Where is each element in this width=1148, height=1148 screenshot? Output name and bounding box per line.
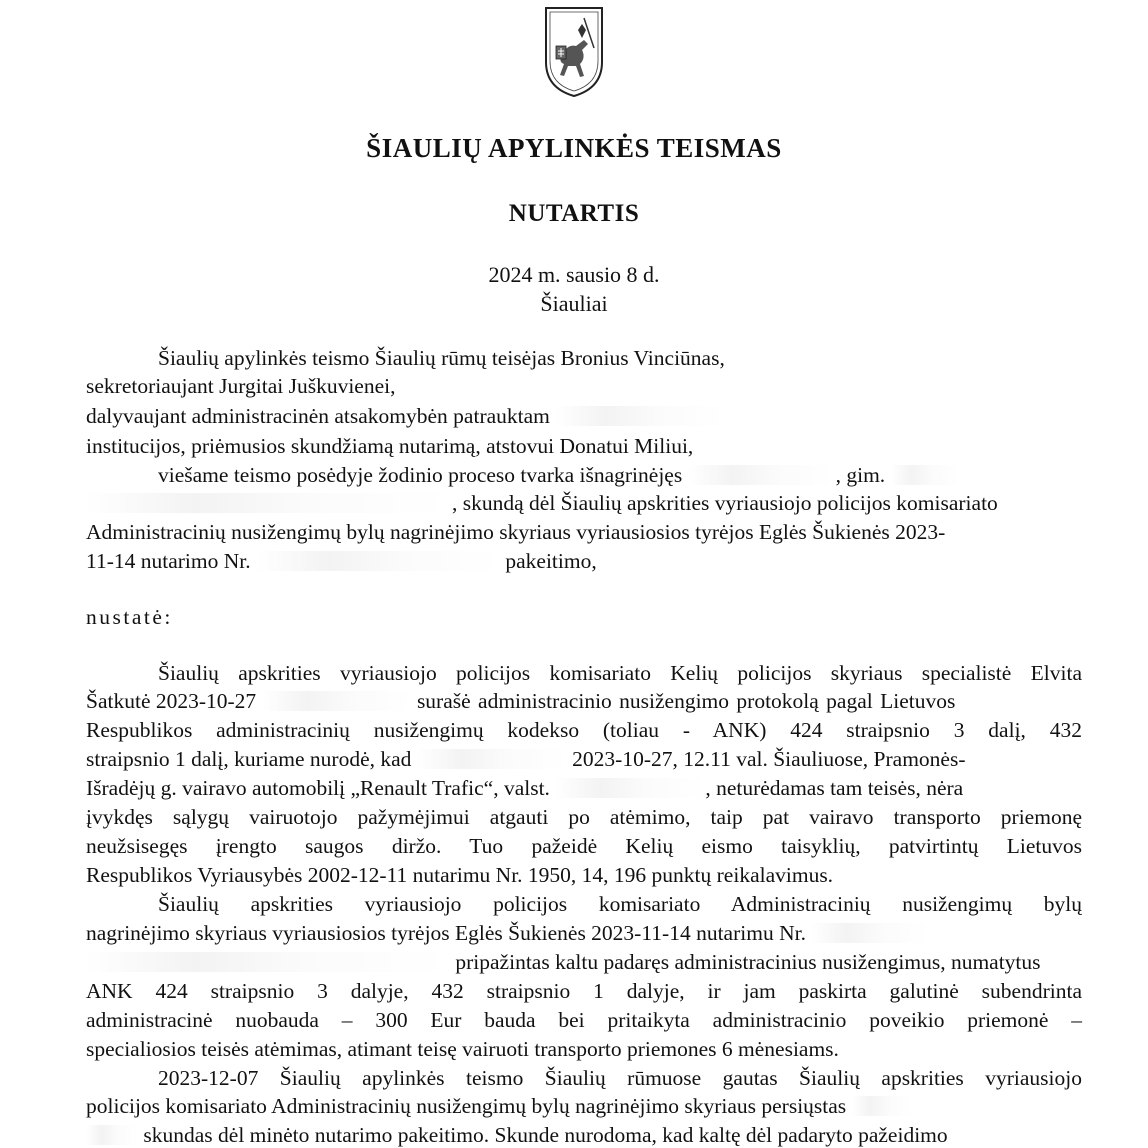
body-text: nagrinėjimo skyriaus vyriausiosios tyrėjos Eglės Šukienės 2023-11-14 nutarimu Nr. [86, 921, 806, 945]
intro-line-secretary: sekretoriaujant Jurgitai Juškuvienei, [86, 374, 396, 398]
document-date: 2024 m. sausio 8 d. [488, 262, 660, 287]
intro-birth-text: , gim. [835, 463, 886, 487]
redacted-block [256, 551, 500, 571]
body-text: skundas dėl minėto nutarimo pakeitimo. Skunde nurodoma, kad kaltę dėl padaryto pažeidimo [143, 1123, 948, 1147]
body-text: , neturėdamas tam teisės, nėra [705, 776, 964, 800]
redacted-block [891, 465, 959, 485]
body-line: Respublikos administracinių nusižengimų kodekso (toliau - ANK) 424 straipsnio 3 dalį, 432 [86, 718, 1082, 742]
redacted-block [555, 778, 705, 798]
body-text: surašė administracinio nusižengimo protokolą pagal Lietuvos [416, 689, 956, 713]
redacted-block [688, 465, 836, 485]
body-line: Respublikos Vyriausybės 2002-12-11 nutarimu Nr. 1950, 14, 196 punktų reikalavimus. [86, 863, 834, 887]
body-text: Išradėjų g. vairavo automobilį „Renault Trafic“, valst. [86, 776, 550, 800]
redacted-block [86, 493, 452, 513]
body-text: Šatkutė 2023-10-27 [86, 689, 257, 713]
body-line: administracinė nuobauda – 300 Eur bauda bei pritaikyta administracinio poveikio priemonė – [86, 1008, 1082, 1032]
body-line: 2023-12-07 Šiaulių apylinkės teismo Šiaulių rūmuose gautas Šiaulių apskrities vyriausiojo [158, 1066, 1082, 1090]
body-line: ANK 424 straipsnio 3 dalyje, 432 straipsnio 1 dalyje, ir jam paskirta galutinė subendrinta [86, 979, 1082, 1003]
intro-line-hearing [158, 462, 959, 488]
intro-line-party [86, 403, 725, 429]
intro-party-text: dalyvaujant administracinėn atsakomybėn patrauktam [86, 404, 550, 428]
intro-decision-text: 11-14 nutarimo Nr. [86, 549, 251, 573]
body-line [86, 746, 966, 772]
redacted-block [852, 1096, 912, 1116]
court-name-heading: ŠIAULIŲ APYLINKĖS TEISMAS [366, 133, 782, 163]
document-type-heading: NUTARTIS [508, 200, 640, 227]
body-line [86, 949, 1041, 975]
body-line [86, 1122, 948, 1148]
body-text: 2023-10-27, 12.11 val. Šiauliuose, Pramonės- [572, 747, 966, 771]
body-line: Šiaulių apskrities vyriausiojo policijos komisariato Kelių policijos skyriaus specialistė Elvita [158, 661, 1082, 685]
body-line: neužsisegęs įrengto saugos diržo. Tuo pažeidė Kelių eismo taisyklių, patvirtintų Lietuvos [86, 834, 1082, 858]
body-text: pripažintas kaltu padaręs administracinius nusižengimus, numatytus [455, 950, 1041, 974]
redacted-block [417, 749, 567, 769]
redacted-block [86, 952, 450, 972]
body-line: įvykdęs sąlygų vairuotojo pažymėjimui atgauti po atėmimo, taip pat vairavo transporto priemonę [86, 805, 1082, 829]
document-place: Šiauliai [540, 291, 608, 316]
coat-of-arms-icon [542, 4, 606, 100]
body-line [86, 688, 955, 714]
redacted-block [811, 923, 929, 943]
intro-line-investigator: Administracinių nusižengimų bylų nagrinėjimo skyriaus vyriausiosios tyrėjos Eglės Šukienės 2023- [86, 520, 946, 544]
intro-line-judge: Šiaulių apylinkės teismo Šiaulių rūmų teisėjas Bronius Vinciūnas, [158, 346, 725, 370]
intro-complaint-text: , skundą dėl Šiaulių apskrities vyriausiojo policijos komisariato [452, 491, 998, 515]
body-line [86, 920, 929, 946]
body-line: Šiaulių apskrities vyriausiojo policijos komisariato Administracinių nusižengimų bylų [158, 892, 1082, 916]
redacted-block [262, 691, 412, 711]
intro-hearing-text: viešame teismo posėdyje žodinio proceso tvarka išnagrinėjęs [158, 463, 683, 487]
body-line [86, 1093, 912, 1119]
body-line [86, 775, 963, 801]
redacted-block [555, 406, 725, 426]
section-label-found: nustatė: [86, 605, 173, 629]
body-line: specialiosios teisės atėmimas, atimant teisę vairuoti transporto priemones 6 mėnesiams. [86, 1037, 839, 1061]
intro-change-text: pakeitimo, [505, 549, 597, 573]
intro-line-decision [86, 548, 597, 574]
body-text: policijos komisariato Administracinių nusižengimų bylų nagrinėjimo skyriaus persiųstas [86, 1094, 847, 1118]
redacted-block [86, 1125, 138, 1145]
intro-line-complaint [86, 490, 998, 516]
intro-line-representative: institucijos, priėmusios skundžiamą nutarimą, atstovui Donatui Miliui, [86, 434, 694, 458]
body-text: straipsnio 1 dalį, kuriame nurodė, kad [86, 747, 412, 771]
